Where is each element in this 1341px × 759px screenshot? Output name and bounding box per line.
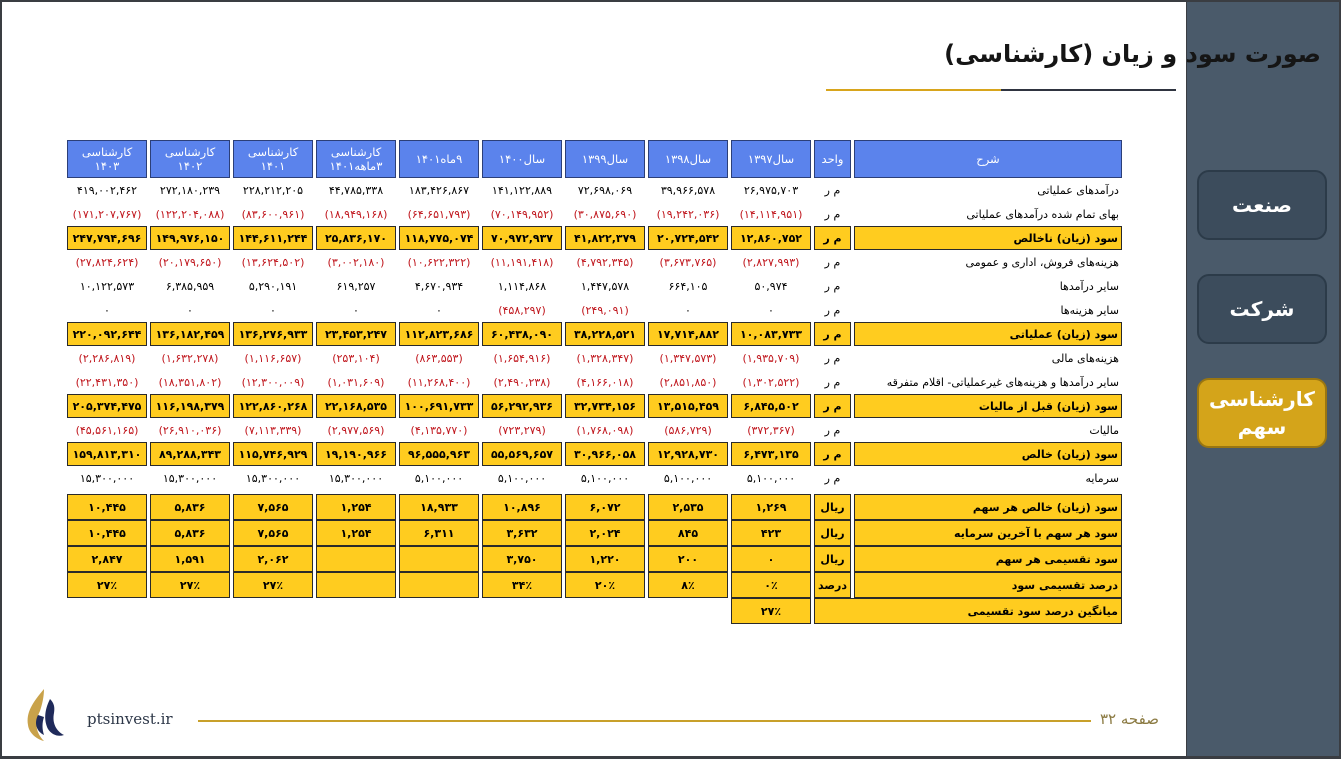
row-label: سرمایه [1085,471,1119,485]
cell-value: (۱۲۲,۲۰۴,۰۸۸) [155,207,225,221]
cell-value: (۲۴۹,۰۹۱) [581,303,629,317]
per-share-row [67,546,1122,572]
cell-value: ۲۶,۹۷۵,۷۰۳ [743,183,799,197]
cell-value: ۳۲,۷۳۴,۱۵۶ [565,394,645,418]
cell-value: ۲۰۵,۳۷۴,۴۷۵ [67,394,147,418]
cell-value: ۱۵,۳۰۰,۰۰۰ [162,471,218,485]
cell-value: ۱۷,۷۱۴,۸۸۲ [648,322,728,346]
cell-value: (۴۵,۵۶۱,۱۶۵) [75,423,139,437]
cell-value [316,546,396,572]
cell-value: ۶۱۹,۲۵۷ [336,279,376,293]
cell-value: ۱۴۹,۹۷۶,۱۵۰ [150,226,230,250]
cell-value: ۶,۳۸۵,۹۵۹ [165,279,215,293]
cell-value: (۲۵۳,۱۰۴) [332,351,380,365]
cell-value: (۸۶۳,۵۵۳) [415,351,463,365]
header-period-1: سال۱۳۹۷ [731,140,811,178]
cell-value: (۱,۱۱۶,۶۵۷) [244,351,302,365]
cell-value: ۲,۰۲۴ [565,520,645,546]
row-unit: م ر [824,279,841,293]
cell-value: (۱,۰۳۱,۶۰۹) [327,375,385,389]
cell-value: ۱,۲۶۹ [731,494,811,520]
footer-line [198,720,1091,722]
cell-value: ۶,۴۷۳,۱۳۵ [731,442,811,466]
cell-value: ۲۵,۸۳۶,۱۷۰ [316,226,396,250]
page-number: صفحه ۳۲ [1100,710,1159,728]
cell-value: ۰ [187,303,193,317]
cell-value: (۱۸,۳۵۱,۸۰۲) [158,375,222,389]
cell-value: ۱,۲۲۰ [565,546,645,572]
table-row [67,226,1122,250]
cell-value: (۳۷۲,۳۶۷) [747,423,795,437]
header-period-5: ۹ماه۱۴۰۱ [399,140,479,178]
cell-value: ۶,۳۱۱ [399,520,479,546]
cell-value: ۱۰۰,۶۹۱,۷۳۳ [399,394,479,418]
table-row [67,250,1122,274]
cell-value: ۱,۵۹۱ [150,546,230,572]
cell-value: ۱,۲۵۴ [316,520,396,546]
cell-value: (۲,۹۷۷,۵۶۹) [327,423,385,437]
header-period-9: کارشناسی ۱۴۰۳ [67,140,147,178]
cell-value: ۱۰,۴۴۵ [67,520,147,546]
cell-value: ۴,۶۷۰,۹۳۴ [414,279,464,293]
cell-value: ۱۲۲,۸۶۰,۲۶۸ [233,394,313,418]
cell-value: ۱۴۱,۱۲۲,۸۸۹ [491,183,553,197]
table-row [67,202,1122,226]
cell-value: ۷۰,۹۷۲,۹۳۷ [482,226,562,250]
table-row [67,322,1122,346]
nav-button-industry[interactable]: صنعت [1197,170,1327,240]
per-share-row [67,494,1122,520]
cell-value: ۲۳,۴۵۳,۲۴۷ [316,322,396,346]
website-link[interactable]: ptsinvest.ir [87,710,173,728]
row-label: هزینه‌های فروش، اداری و عمومی [965,255,1119,269]
cell-value: (۱۳,۶۲۴,۵۰۲) [241,255,305,269]
income-statement-table [64,140,1125,624]
company-logo [14,685,76,751]
row-unit: م ر [824,423,841,437]
nav-button-company[interactable]: شرکت [1197,274,1327,344]
row-label: درآمدهای عملیاتی [1037,183,1119,197]
header-period-7: کارشناسی ۱۴۰۱ [233,140,313,178]
table-row [67,370,1122,394]
cell-value: (۲,۸۲۷,۹۹۳) [742,255,800,269]
average-dividend-row [67,598,1122,624]
cell-value: ۰ [685,303,691,317]
cell-value: ۱,۴۴۷,۵۷۸ [580,279,630,293]
cell-value: ۱۳۶,۱۸۲,۴۵۹ [150,322,230,346]
cell-value: ۶,۰۷۲ [565,494,645,520]
cell-value: (۵۸۶,۷۲۹) [664,423,712,437]
table-row [67,394,1122,418]
cell-value: ۴۲۳ [731,520,811,546]
cell-value: ۲۰۰ [648,546,728,572]
row-unit: ریال [814,520,851,546]
cell-value: ۳۰,۹۶۶,۰۵۸ [565,442,645,466]
row-label: سود تقسیمی هر سهم [854,546,1122,572]
cell-value: ۵,۱۰۰,۰۰۰ [746,471,796,485]
cell-value: ۱,۱۱۴,۸۶۸ [497,279,547,293]
cell-value: (۱,۳۴۷,۵۷۳) [659,351,717,365]
cell-value: (۱۸,۹۴۹,۱۶۸) [324,207,388,221]
row-unit: م ر [814,442,851,466]
cell-value: (۷,۱۱۳,۳۳۹) [244,423,302,437]
cell-value: (۱۴,۱۱۴,۹۵۱) [739,207,803,221]
cell-value: (۱۱,۲۶۸,۴۰۰) [407,375,471,389]
cell-value: ۰ [768,303,774,317]
cell-value: (۱,۷۶۸,۰۹۸) [576,423,634,437]
row-label: میانگین درصد سود تقسیمی [814,598,1122,624]
cell-value: ۵۶,۲۹۲,۹۳۶ [482,394,562,418]
cell-value: (۱۲,۳۰۰,۰۰۹) [241,375,305,389]
cell-value: ۲,۸۴۷ [67,546,147,572]
table-row [67,466,1122,490]
row-unit: م ر [824,183,841,197]
cell-value: ۱۸۳,۴۲۶,۸۶۷ [408,183,470,197]
page-title: صورت سود و زیان (کارشناسی) [944,40,1321,68]
cell-value: ۰ [731,546,811,572]
header-unit: واحد [814,140,851,178]
cell-value: ۰ [104,303,110,317]
table-row [67,418,1122,442]
cell-value: ۳۹,۹۶۶,۵۷۸ [660,183,716,197]
cell-value: (۲۷,۸۲۴,۶۲۴) [75,255,139,269]
cell-value: (۲۲,۴۳۱,۳۵۰) [75,375,139,389]
cell-value: ۱۱۵,۷۴۶,۹۲۹ [233,442,313,466]
cell-value: ۵۰,۹۷۴ [754,279,788,293]
table-header-row [67,140,1122,178]
row-label: درصد تقسیمی سود [854,572,1122,598]
cell-value: ۱۲,۸۶۰,۷۵۲ [731,226,811,250]
row-unit: م ر [814,322,851,346]
header-period-6: کارشناسی ۳ماهه۱۴۰۱ [316,140,396,178]
cell-value: (۸۳,۶۰۰,۹۶۱) [241,207,305,221]
cell-value: (۲,۲۸۶,۸۱۹) [78,351,136,365]
cell-value: (۱۷۱,۲۰۷,۷۶۷) [72,207,142,221]
row-unit: م ر [824,207,841,221]
cell-value: ۲,۰۶۲ [233,546,313,572]
nav-button-stock-valuation[interactable]: کارشناسی سهم [1197,378,1327,448]
cell-value: (۱۹,۲۴۲,۰۳۶) [656,207,720,221]
cell-value: (۲۶,۹۱۰,۰۳۶) [158,423,222,437]
table-row [67,274,1122,298]
cell-value: ۰ [436,303,442,317]
cell-value: ۱۹,۱۹۰,۹۶۶ [316,442,396,466]
cell-value: (۲,۴۹۰,۲۳۸) [493,375,551,389]
row-label: سود (زیان) ناخالص [854,226,1122,250]
header-period-4: سال۱۴۰۰ [482,140,562,178]
table-row [67,298,1122,322]
row-label: مالیات [1089,423,1119,437]
row-unit: ریال [814,494,851,520]
cell-value: ۴۱,۸۲۲,۳۷۹ [565,226,645,250]
table-row [67,346,1122,370]
cell-value: ۸۹,۲۸۸,۳۴۳ [150,442,230,466]
cell-value: (۱۱,۱۹۱,۴۱۸) [490,255,554,269]
cell-value: ۱۰,۸۹۶ [482,494,562,520]
cell-value: ۴۴,۷۸۵,۳۳۸ [328,183,384,197]
cell-value: ۹۶,۵۵۵,۹۶۳ [399,442,479,466]
per-share-row [67,572,1122,598]
cell-value: ۲۷٪ [731,598,811,624]
cell-value: (۳۰,۸۷۵,۶۹۰) [573,207,637,221]
cell-value: (۴۵۸,۲۹۷) [498,303,546,317]
cell-value: ۱۰,۱۲۲,۵۷۳ [79,279,135,293]
table-row [67,178,1122,202]
cell-value: ۵,۱۰۰,۰۰۰ [497,471,547,485]
row-label: سود (زیان) خالص هر سهم [854,494,1122,520]
cell-value: ۲۰٪ [565,572,645,598]
header-period-8: کارشناسی ۱۴۰۲ [150,140,230,178]
cell-value: (۱۰,۶۲۲,۳۲۲) [407,255,471,269]
cell-value: ۵,۸۳۶ [150,520,230,546]
row-unit: م ر [824,351,841,365]
cell-value: (۲۰,۱۷۹,۶۵۰) [158,255,222,269]
row-label: بهای تمام شده درآمدهای عملیاتی [966,207,1119,221]
cell-value: ۱۵,۳۰۰,۰۰۰ [328,471,384,485]
row-unit: م ر [814,394,851,418]
cell-value: ۷۲,۶۹۸,۰۶۹ [577,183,633,197]
cell-value [399,572,479,598]
cell-value: ۴۱۹,۰۰۲,۴۶۲ [76,183,138,197]
cell-value: (۱,۳۰۲,۵۲۲) [742,375,800,389]
cell-value: ۵,۸۳۶ [150,494,230,520]
cell-value: ۶۰,۴۳۸,۰۹۰ [482,322,562,346]
cell-value: ۱۳۶,۲۷۶,۹۳۳ [233,322,313,346]
cell-value: (۲,۸۵۱,۸۵۰) [659,375,717,389]
cell-value [316,572,396,598]
cell-value: ۳۴٪ [482,572,562,598]
cell-value: ۱۵۹,۸۱۳,۳۱۰ [67,442,147,466]
cell-value: (۷۰,۱۴۹,۹۵۲) [490,207,554,221]
cell-value: ۲۴۷,۷۹۴,۶۹۶ [67,226,147,250]
cell-value: (۴,۷۹۲,۳۴۵) [576,255,634,269]
cell-value: ۲۷٪ [150,572,230,598]
cell-value: (۱,۹۳۵,۷۰۹) [742,351,800,365]
cell-value: ۱۰,۴۴۵ [67,494,147,520]
cell-value: ۱۵,۳۰۰,۰۰۰ [245,471,301,485]
cell-value: ۱۳,۵۱۵,۴۵۹ [648,394,728,418]
cell-value: ۰ [270,303,276,317]
cell-value: ۸٪ [648,572,728,598]
cell-value: ۵,۱۰۰,۰۰۰ [414,471,464,485]
cell-value: ۱۲,۹۲۸,۷۳۰ [648,442,728,466]
row-label: سود (زیان) خالص [854,442,1122,466]
cell-value: (۴,۱۶۶,۰۱۸) [576,375,634,389]
row-unit: م ر [814,226,851,250]
header-period-2: سال۱۳۹۸ [648,140,728,178]
row-unit: ریال [814,546,851,572]
row-label: سود (زیان) عملیاتی [854,322,1122,346]
row-label: سایر هزینه‌ها [1060,303,1119,317]
per-share-row [67,520,1122,546]
cell-value: ۲۷٪ [233,572,313,598]
cell-value: ۳۸,۲۲۸,۵۲۱ [565,322,645,346]
title-underline-accent [826,89,1001,91]
cell-value: ۲۲۸,۲۱۲,۲۰۵ [242,183,304,197]
cell-value: ۲۷٪ [67,572,147,598]
cell-value: ۵,۲۹۰,۱۹۱ [248,279,298,293]
cell-value: (۴,۱۳۵,۷۷۰) [410,423,468,437]
header-description: شرح [854,140,1122,178]
cell-value: (۳,۶۷۳,۷۶۵) [659,255,717,269]
cell-value: (۷۲۳,۲۷۹) [498,423,546,437]
cell-value: (۶۴,۶۵۱,۷۹۳) [407,207,471,221]
cell-value: ۱۴۴,۶۱۱,۲۴۴ [233,226,313,250]
cell-value: ۱۵,۳۰۰,۰۰۰ [79,471,135,485]
cell-value: (۱,۶۵۴,۹۱۶) [493,351,551,365]
row-label: سایر درآمدها [1059,279,1119,293]
cell-value: (۱,۶۳۲,۲۷۸) [161,351,219,365]
cell-value: ۶۶۴,۱۰۵ [668,279,708,293]
cell-value: ۱۱۲,۸۲۳,۶۸۶ [399,322,479,346]
cell-value: ۵,۱۰۰,۰۰۰ [580,471,630,485]
cell-value: (۱,۳۲۸,۳۴۷) [576,351,634,365]
cell-value: ۱۰,۰۸۳,۷۳۳ [731,322,811,346]
cell-value: ۲۰,۷۲۴,۵۴۲ [648,226,728,250]
cell-value: ۷,۵۶۵ [233,520,313,546]
cell-value: ۲۲,۱۶۸,۵۳۵ [316,394,396,418]
row-unit: درصد [814,572,851,598]
cell-value: ۳,۶۳۲ [482,520,562,546]
row-unit: م ر [824,375,841,389]
cell-value [399,546,479,572]
cell-value: ۱۸,۹۳۳ [399,494,479,520]
row-label: سود (زیان) قبل از مالیات [854,394,1122,418]
row-label: هزینه‌های مالی [1051,351,1119,365]
cell-value: ۲۲۰,۰۹۲,۶۴۴ [67,322,147,346]
row-unit: م ر [824,255,841,269]
row-unit: م ر [824,471,841,485]
cell-value: ۰٪ [731,572,811,598]
cell-value: ۶,۸۴۵,۵۰۲ [731,394,811,418]
cell-value: ۰ [353,303,359,317]
cell-value: ۱۱۸,۷۷۵,۰۷۴ [399,226,479,250]
cell-value: ۸۴۵ [648,520,728,546]
cell-value: ۳,۷۵۰ [482,546,562,572]
row-label: سود هر سهم با آخرین سرمایه [854,520,1122,546]
cell-value: ۵۵,۵۶۹,۶۵۷ [482,442,562,466]
header-period-3: سال۱۳۹۹ [565,140,645,178]
cell-value: ۲,۵۳۵ [648,494,728,520]
row-unit: م ر [824,303,841,317]
cell-value: ۵,۱۰۰,۰۰۰ [663,471,713,485]
cell-value: ۱,۲۵۴ [316,494,396,520]
cell-value: ۲۷۲,۱۸۰,۲۳۹ [159,183,221,197]
table-row [67,442,1122,466]
cell-value: (۳,۰۰۲,۱۸۰) [327,255,385,269]
row-label: سایر درآمدها و هزینه‌های غیرعملیاتی- اقلام متفرقه [886,375,1119,389]
cell-value: ۷,۵۶۵ [233,494,313,520]
cell-value: ۱۱۶,۱۹۸,۳۷۹ [150,394,230,418]
